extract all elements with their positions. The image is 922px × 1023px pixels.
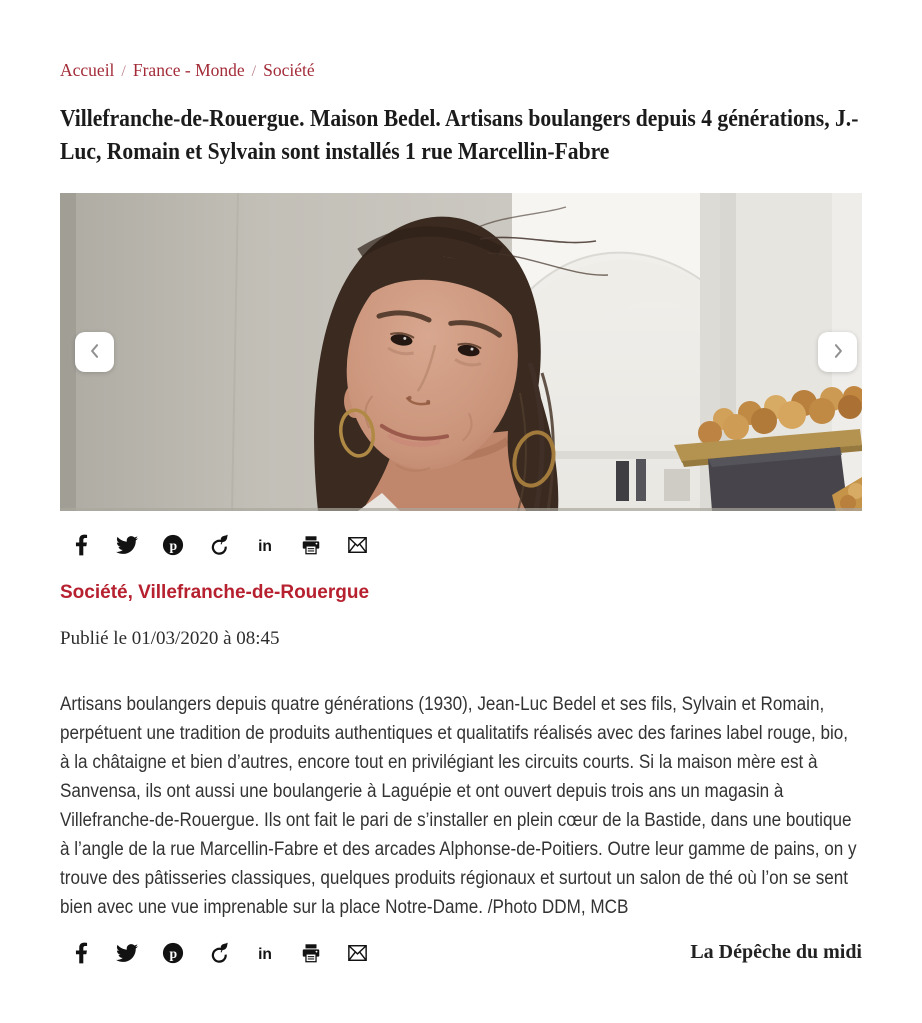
carousel-prev-button[interactable] <box>75 332 114 372</box>
breadcrumb-separator: / <box>121 63 126 80</box>
pinterest-icon <box>162 942 184 964</box>
share-linkedin-button[interactable] <box>254 941 276 964</box>
share-row-bottom <box>60 941 368 964</box>
article-footer <box>60 941 862 964</box>
tag-link-societe[interactable]: Société <box>60 582 128 603</box>
chevron-left-icon <box>85 341 105 364</box>
twitter-icon <box>116 942 138 964</box>
article-photo <box>60 193 862 511</box>
breadcrumb-link-accueil[interactable]: Accueil <box>60 60 115 80</box>
viadeo-icon <box>208 534 230 556</box>
svg-text:in: in <box>258 537 272 555</box>
print-button[interactable] <box>300 533 322 556</box>
facebook-icon <box>75 942 88 964</box>
email-icon <box>346 535 369 555</box>
tag-link-villefranche[interactable]: Villefranche-de-Rouergue <box>138 582 370 603</box>
page-title: Villefranche-de-Rouergue. Maison Bedel. Artisans boulangers depuis 4 générations, J.-Luc, Romain et Sylvain sont installés 1 rue Marcellin-Fabre <box>60 106 859 165</box>
chevron-right-icon <box>828 341 848 364</box>
email-share-button[interactable] <box>346 941 368 964</box>
viadeo-icon <box>208 942 230 964</box>
svg-text:in: in <box>258 945 272 963</box>
share-twitter-button[interactable] <box>116 533 138 556</box>
share-row-top <box>60 533 862 556</box>
tag-separator: , <box>127 582 139 603</box>
breadcrumb-link-france-monde[interactable]: France - Monde <box>132 60 245 80</box>
breadcrumb <box>60 60 862 81</box>
published-date: Publié le 01/03/2020 à 08:45 <box>60 628 280 649</box>
share-facebook-button[interactable] <box>70 941 92 964</box>
breadcrumb-link-societe[interactable]: Société <box>263 60 315 80</box>
facebook-icon <box>75 534 88 556</box>
svg-text:p: p <box>169 537 178 553</box>
carousel-next-button[interactable] <box>818 332 857 372</box>
print-button[interactable] <box>300 941 322 964</box>
share-twitter-button[interactable] <box>116 941 138 964</box>
photo-carousel <box>60 193 862 511</box>
article-tags <box>60 582 862 604</box>
printer-icon <box>300 942 322 964</box>
share-pinterest-button[interactable] <box>162 533 184 556</box>
linkedin-icon <box>254 942 276 964</box>
share-linkedin-button[interactable] <box>254 533 276 556</box>
printer-icon <box>300 534 322 556</box>
article-body: Artisans boulangers depuis quatre générations (1930), Jean-Luc Bedel et ses fils, Sylvain et Romain, perpétuent une tradition de produits authentiques et qualitatifs réalisés avec des farines label rouge, bio, à la châtaigne et bien d’autres, encore tout en privilégiant les circuits courts. Si la maison mère est à Sanvensa, ils ont aussi une boulangerie à Laguépie et ont ouvert depuis trois ans un magasin à Villefranche-de-Rouergue. Ils ont fait le pari de s’installer en plein cœur de la Bastide, dans une boutique à l’angle de la rue Marcellin-Fabre et des arcades Alphonse-de-Poitiers. Outre leur gamme de pains, on y trouve des pâtisseries classiques, quelques produits régionaux et surtout un salon de thé où l’on se sent bien avec une vue imprenable sur la place Notre-Dame. /Photo DDM, MCB <box>60 694 857 918</box>
share-viadeo-button[interactable] <box>208 533 230 556</box>
share-facebook-button[interactable] <box>70 533 92 556</box>
pinterest-icon <box>162 534 184 556</box>
article-content <box>60 0 862 964</box>
email-share-button[interactable] <box>346 533 368 556</box>
twitter-icon <box>116 534 138 556</box>
email-icon <box>346 943 369 963</box>
source-label: La Dépêche du midi <box>690 941 862 963</box>
linkedin-icon <box>254 534 276 556</box>
share-pinterest-button[interactable] <box>162 941 184 964</box>
svg-text:p: p <box>169 945 178 961</box>
breadcrumb-separator: / <box>251 63 257 80</box>
share-viadeo-button[interactable] <box>208 941 230 964</box>
